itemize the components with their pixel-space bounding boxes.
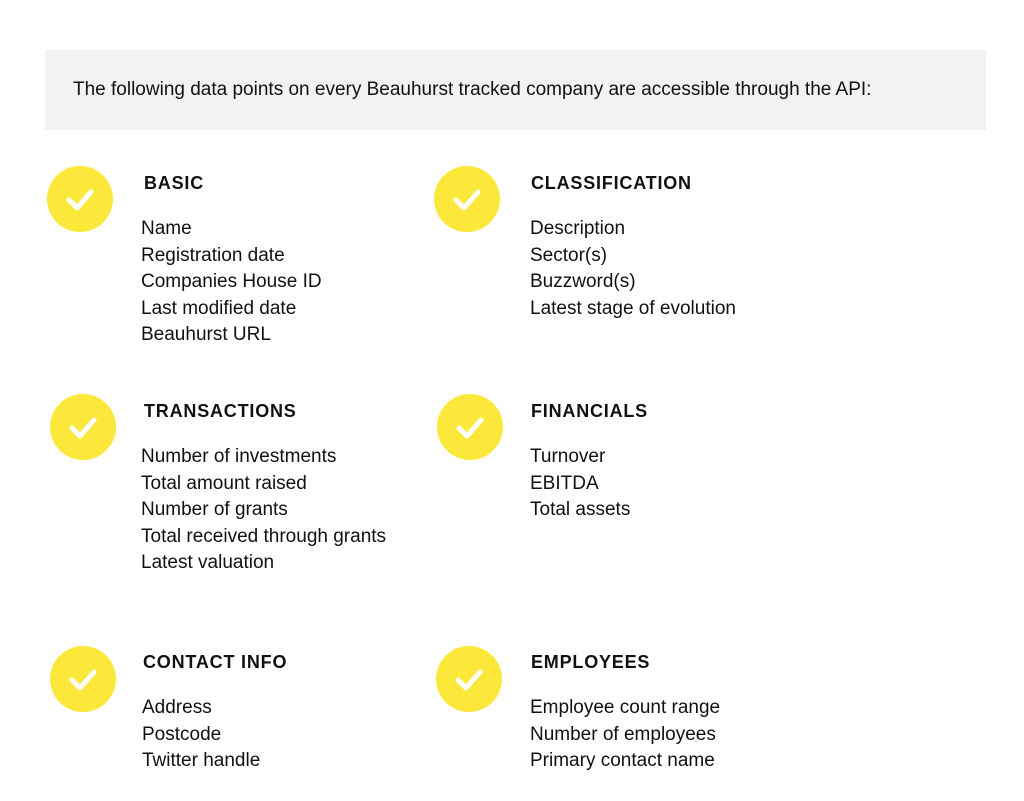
- list-item: Latest stage of evolution: [530, 297, 736, 319]
- section-title: BASIC: [144, 173, 205, 193]
- list-item: EBITDA: [530, 472, 599, 494]
- section-title: EMPLOYEES: [531, 652, 651, 672]
- list-item: Registration date: [141, 244, 285, 266]
- list-item: Sector(s): [530, 244, 608, 266]
- list-item: Total received through grants: [141, 525, 387, 547]
- list-item: Address: [142, 697, 212, 718]
- section-title: CONTACT INFO: [143, 652, 288, 672]
- list-item: Description: [530, 218, 626, 239]
- list-item: Companies House ID: [141, 271, 322, 293]
- check-circle-icon: [47, 166, 113, 232]
- intro-text: The following data points on every Beauhurst tracked company are accessible through the API:: [73, 79, 872, 100]
- check-circle-icon: [436, 646, 502, 712]
- item-list: [530, 444, 630, 524]
- check-circle-icon: [50, 646, 116, 712]
- list-item: Latest valuation: [141, 552, 275, 574]
- list-item: Number of investments: [141, 446, 337, 467]
- list-item: Employee count range: [530, 697, 721, 718]
- list-item: Number of employees: [530, 723, 716, 745]
- list-item: Postcode: [142, 723, 222, 745]
- check-circle-icon: [437, 394, 503, 460]
- list-item: Total amount raised: [141, 472, 307, 494]
- section-title: CLASSIFICATION: [531, 173, 692, 193]
- item-list: [142, 695, 260, 775]
- intro-box: [45, 50, 986, 130]
- item-list: [530, 695, 720, 775]
- list-item: Number of grants: [141, 499, 288, 521]
- list-item: Turnover: [530, 446, 606, 467]
- list-item: Primary contact name: [530, 750, 715, 772]
- list-item: Total assets: [530, 499, 631, 521]
- list-item: Last modified date: [141, 297, 297, 319]
- section-title: FINANCIALS: [531, 401, 648, 421]
- item-list: [530, 216, 736, 322]
- check-circle-icon: [434, 166, 500, 232]
- item-list: [141, 444, 386, 577]
- section-title: TRANSACTIONS: [144, 401, 297, 421]
- list-item: Name: [141, 218, 192, 239]
- list-item: Buzzword(s): [530, 271, 636, 293]
- list-item: Beauhurst URL: [141, 324, 271, 346]
- check-circle-icon: [50, 394, 116, 460]
- list-item: Twitter handle: [142, 750, 261, 772]
- item-list: [141, 216, 322, 349]
